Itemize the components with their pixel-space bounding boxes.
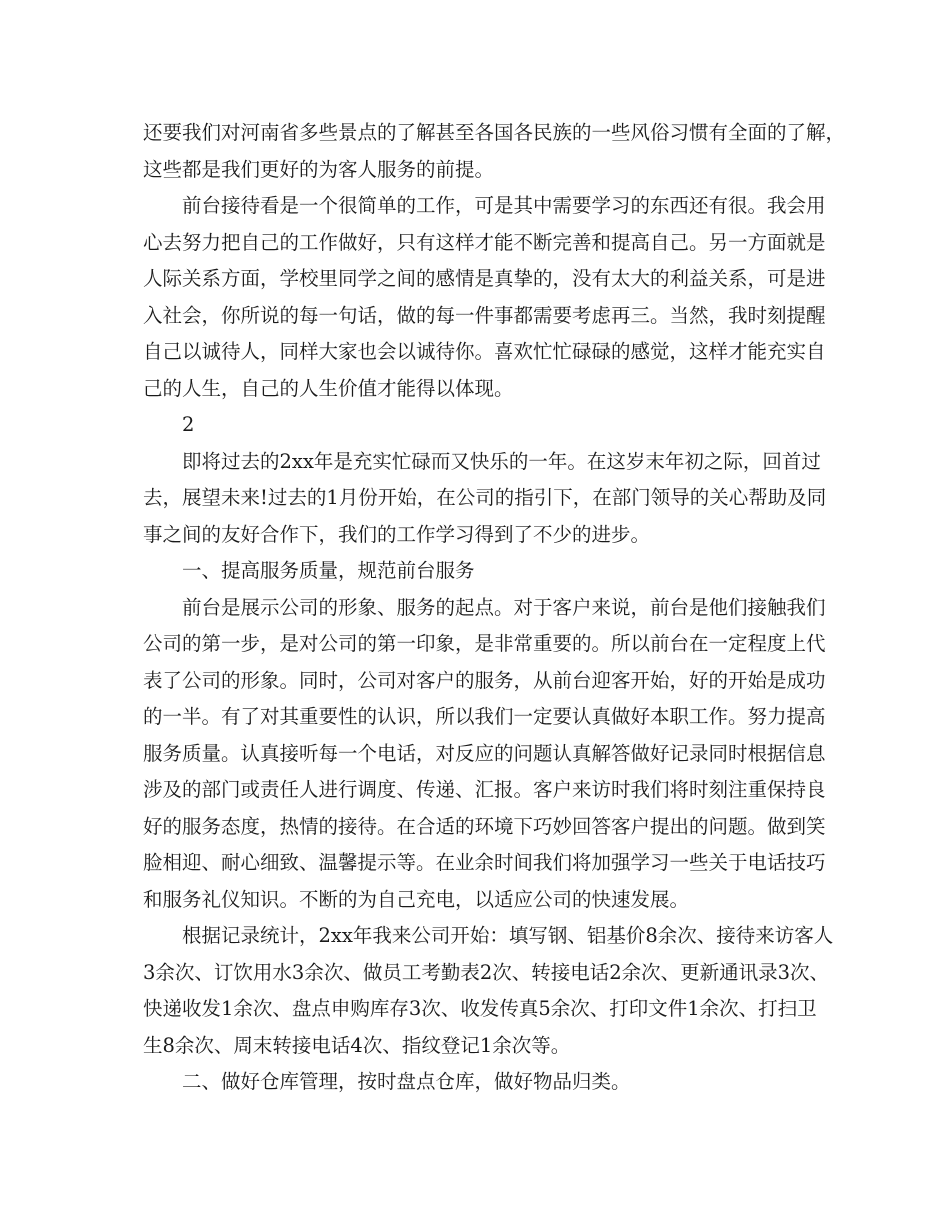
text-line: 一、提高服务质量，规范前台服务 [182, 559, 475, 582]
text-line: 的一半。有了对其重要性的认识，所以我们一定要认真做好本职工作。努力提高 [143, 705, 826, 728]
text-line: 还要我们对河南省多些景点的了解甚至各国各民族的一些风俗习惯有全面的了解， [143, 121, 846, 144]
text-line: 公司的第一步，是对公司的第一印象，是非常重要的。所以前台在一定程度上代 [143, 632, 826, 655]
section-number [143, 407, 809, 444]
text-line: 人际关系方面，学校里同学之间的感情是真挚的，没有太大的利益关系，可是进 [143, 267, 826, 290]
text-line: 事之间的友好合作下，我们的工作学习得到了不少的进步。 [143, 522, 651, 546]
text-line: 好的服务态度，热情的接待。在合适的环境下巧妙回答客户提出的问题。做到笑 [143, 814, 826, 838]
text-line: 2 [182, 413, 195, 436]
text-line: 即将过去的2xx年是充实忙碌而又快乐的一年。在这岁末年初之际，回首过 [182, 449, 821, 473]
text-line: 己的人生，自己的人生价值才能得以体现。 [143, 376, 514, 400]
paragraph [143, 444, 827, 554]
text-line: 快递收发1余次、盘点申购库存3次、收发传真5余次、打印文件1余次、打扫卫 [143, 997, 817, 1020]
paragraph [143, 918, 834, 1064]
document-body [143, 115, 846, 1101]
text-line: 根据记录统计，2xx年我来公司开始：填写钢、铝基价8余次、接待来访客人 [182, 924, 834, 947]
paragraph [143, 188, 826, 407]
section-heading [143, 553, 809, 590]
text-line: 去，展望未来!过去的1月份开始，在公司的指引下，在部门领导的关心帮助及同 [143, 486, 827, 509]
text-line: 入社会，你所说的每一句话，做的每一件事都需要考虑再三。当然，我时刻提醒 [143, 303, 826, 327]
paragraph [143, 590, 826, 919]
text-line: 涉及的部门或责任人进行调度、传递、汇报。客户来访时我们将时刻注重保持良 [143, 778, 826, 801]
text-line: 自己以诚待人，同样大家也会以诚待你。喜欢忙忙碌碌的感觉，这样才能充实自 [143, 340, 826, 363]
text-line: 前台接待看是一个很简单的工作，可是其中需要学习的东西还有很。我会用 [182, 194, 826, 217]
text-line: 二、做好仓库管理，按时盘点仓库，做好物品归类。 [182, 1070, 631, 1093]
text-line: 这些都是我们更好的为客人服务的前提。 [143, 157, 495, 181]
text-line: 脸相迎、耐心细致、温馨提示等。在业余时间我们将加强学习一些关于电话技巧 [143, 851, 826, 874]
text-line: 心去努力把自己的工作做好，只有这样才能不断完善和提高自己。另一方面就是 [143, 230, 826, 254]
paragraph [143, 115, 846, 188]
text-line: 服务质量。认真接听每一个电话，对反应的问题认真解答做好记录同时根据信息 [143, 741, 826, 765]
text-line: 生8余次、周末转接电话4次、指纹登记1余次等。 [143, 1033, 571, 1057]
text-line: 和服务礼仪知识。不断的为自己充电，以适应公司的快速发展。 [143, 887, 690, 911]
section-heading [143, 1064, 809, 1101]
text-line: 3余次、订饮用水3余次、做员工考勤表2次、转接电话2余次、更新通讯录3次、 [143, 960, 830, 984]
text-line: 表了公司的形象。同时，公司对客户的服务，从前台迎客开始，好的开始是成功 [143, 668, 826, 692]
text-line: 前台是展示公司的形象、服务的起点。对于客户来说，前台是他们接触我们 [182, 595, 826, 619]
